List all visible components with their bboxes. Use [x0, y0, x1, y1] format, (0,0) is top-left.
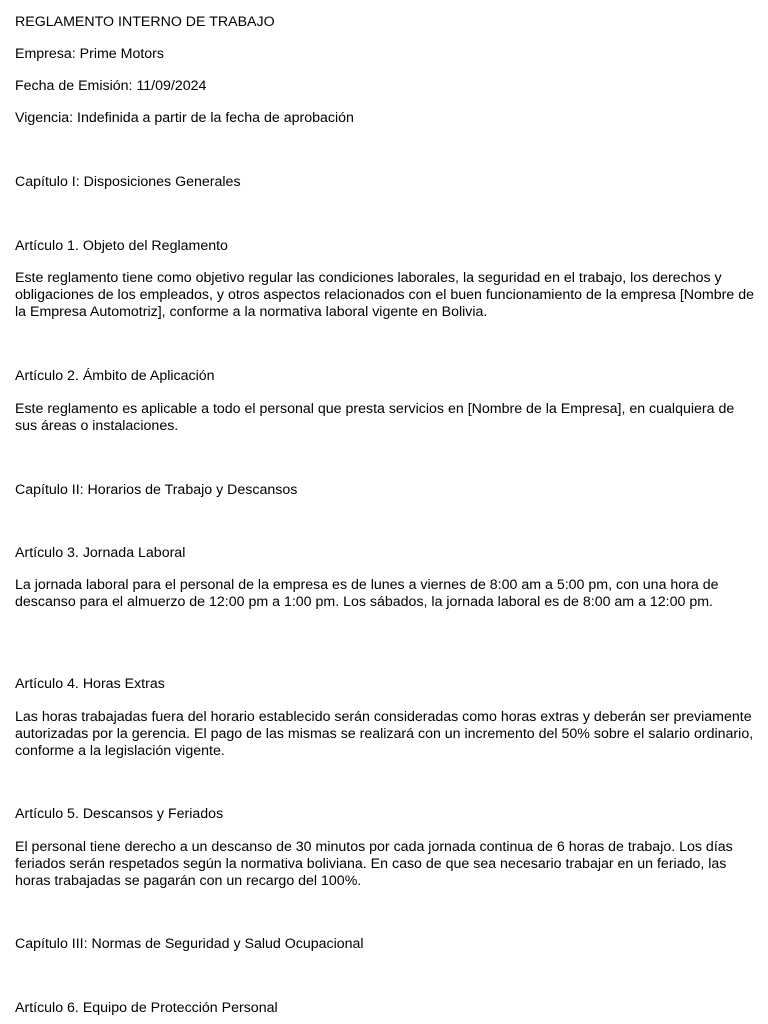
validity-line: Vigencia: Indefinida a partir de la fecha de aprobación — [15, 110, 354, 126]
issue-date-line: Fecha de Emisión: 11/09/2024 — [15, 78, 207, 94]
document-title: REGLAMENTO INTERNO DE TRABAJO — [15, 14, 275, 30]
article-4-text: Las horas trabajadas fuera del horario establecido serán consideradas como horas extras y deberán ser previamente autorizadas por la gerencia. El pago de las mismas se realizará con un incremento del 50% sobre el salario ordinario, conforme a la legislación vigente. — [15, 709, 754, 759]
article-3-text: La jornada laboral para el personal de la empresa es de lunes a viernes de 8:00 am a 5:00 pm, con una hora de descanso para el almuerzo de 12:00 pm a 1:00 pm. Los sábados, la jornada laboral es de 8:00 am a 12:00 pm. — [15, 577, 719, 610]
chapter-3-heading: Capítulo III: Normas de Seguridad y Salud Ocupacional — [15, 936, 364, 952]
article-3-heading: Artículo 3. Jornada Laboral — [15, 545, 186, 561]
article-6-heading: Artículo 6. Equipo de Protección Personal — [15, 1000, 278, 1016]
company-line: Empresa: Prime Motors — [15, 46, 165, 62]
article-2-text: Este reglamento es aplicable a todo el personal que presta servicios en [Nombre de la Empresa], en cualquiera de sus áreas o instalaciones. — [15, 401, 735, 434]
article-1-heading: Artículo 1. Objeto del Reglamento — [15, 238, 228, 254]
article-5-heading: Artículo 5. Descansos y Feriados — [15, 806, 224, 822]
article-1-text: Este reglamento tiene como objetivo regular las condiciones laborales, la seguridad en el trabajo, los derechos y obligaciones de los empleados, y otros aspectos relacionados con el buen funcionamiento de la empresa [Nombre de la Empresa Automotriz], conforme a la normativa laboral vigente en Bolivia. — [15, 270, 754, 320]
article-4-heading: Artículo 4. Horas Extras — [15, 676, 165, 692]
article-2-heading: Artículo 2. Ámbito de Aplicación — [15, 368, 215, 384]
chapter-1-heading: Capítulo I: Disposiciones Generales — [15, 174, 241, 190]
article-5-text: El personal tiene derecho a un descanso de 30 minutos por cada jornada continua de 6 horas de trabajo. Los días feriados serán respetados según la normativa boliviana. En caso de que sea necesario trabajar en un feriado, las horas trabajadas se pagarán con un recargo del 100%. — [15, 839, 733, 889]
chapter-2-heading: Capítulo II: Horarios de Trabajo y Descansos — [15, 482, 298, 498]
